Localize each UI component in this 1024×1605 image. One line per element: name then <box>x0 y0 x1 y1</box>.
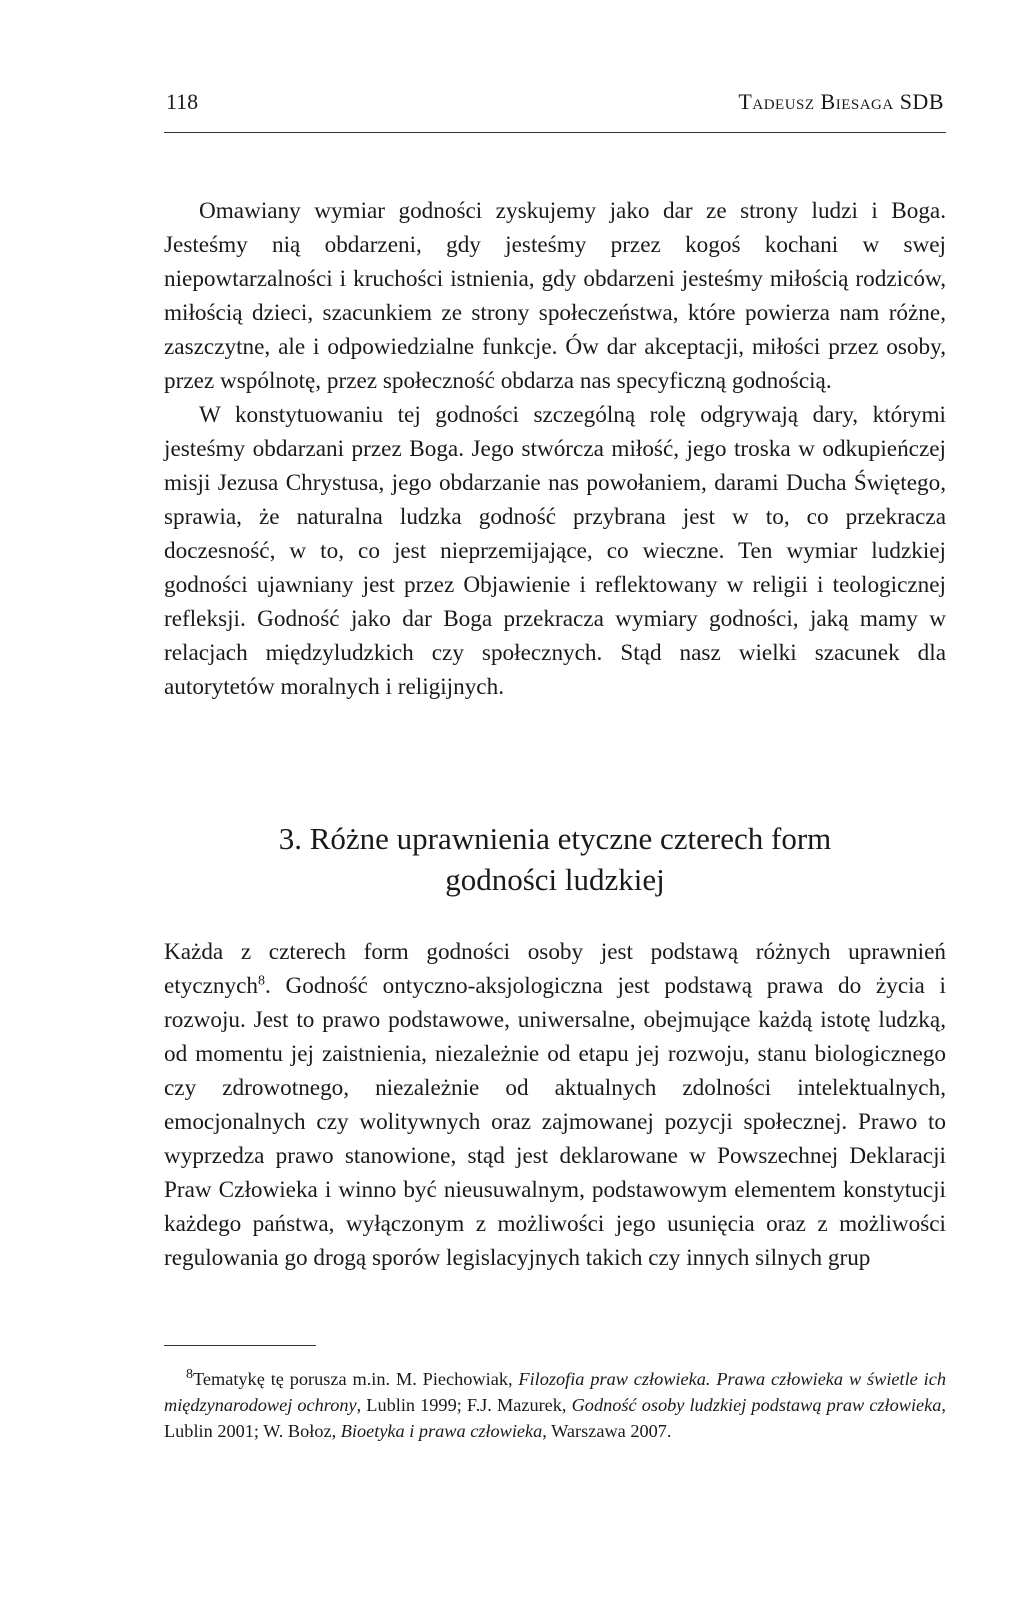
running-head: Tadeusz Biesaga SDB <box>738 89 944 114</box>
paragraph: Omawiany wymiar godności zyskujemy jako dar ze strony ludzi i Boga. Jesteśmy nią obdarzeni, gdy jesteśmy przez kogoś kochani w swej niepowtarzalności i kruchości istnienia, gdy obdarzeni jesteśmy miłością rodziców, miłością dzieci, szacunkiem ze strony społeczeństwa, które powierza nam różne, zaszczytne, ale i odpowiedzialne funkcje. Ów dar akceptacji, miłości przez osoby, przez wspólnotę, przez społeczność obdarza nas specyficzną godnością. <box>164 198 946 394</box>
footnote-title: Godność osoby ludzkiej podstawą praw człowieka <box>571 1395 942 1415</box>
paragraph-text: . Godność ontyczno-aksjologiczna jest podstawą prawa do życia i rozwoju. Jest to prawo podstawowe, uniwersalne, obejmujące każdą istotę ludzką, od momentu jej zaistnienia, niezależnie od etapu jej rozwoju, stanu biologicznego czy zdrowotnego, niezależnie od aktualnych zdolności intelektualnych, emocjonalnych czy wolitywnych oraz zajmowanej pozycji społecznej. Prawo to wyprzedza prawo stanowione, stąd jest deklarowane w Powszechnej Deklaracji Praw Człowieka i winno być nieusuwalnym, podstawowym elementem konstytucji każdego państwa, wyłączonym z możliwości jego usunięcia oraz z możliwości regulowania go drogą sporów legislacyjnych takich czy innych silnych grup <box>164 973 946 1271</box>
section-heading-line: 3. Różne uprawnienia etyczne czterech form <box>278 821 832 856</box>
body-text-bottom <box>164 935 946 1275</box>
section-heading <box>164 818 946 900</box>
body-text-top <box>164 194 946 704</box>
footnote-title: Filozofia praw człowieka. Prawa człowieka w świetle ich międzynarodowej ochrony <box>164 1369 946 1415</box>
footnote-reference: 8 <box>257 973 265 989</box>
footnote-text: , Lublin 1999; F.J. Mazurek, <box>356 1395 572 1415</box>
footnote-marker: 8 <box>186 1366 193 1382</box>
section-heading-line: godności ludzkiej <box>445 862 665 897</box>
footnote-divider <box>164 1345 316 1346</box>
page-number: 118 <box>166 89 199 114</box>
footnote-text: Tematykę tę porusza m.in. M. Piechowiak, <box>193 1369 519 1389</box>
page-header <box>166 88 944 128</box>
footnote-text: , Warszawa 2007. <box>542 1421 672 1441</box>
header-divider <box>164 132 946 133</box>
paragraph <box>164 935 946 1275</box>
footnote-title: Bioetyka i prawa człowieka <box>340 1421 543 1441</box>
footnote-text: , Lublin 2001; W. Bołoz, <box>164 1395 946 1441</box>
footnote <box>164 1366 946 1444</box>
paragraph-text: Każda z czterech form godności osoby jest podstawą różnych uprawnień etycznych <box>164 939 946 999</box>
paragraph: W konstytuowaniu tej godności szczególną rolę odgrywają dary, którymi jesteśmy obdarzani przez Boga. Jego stwórcza miłość, jego troska w odkupieńczej misji Jezusa Chrystusa, jego obdarzanie nas powołaniem, darami Ducha Świętego, sprawia, że naturalna ludzka godność przybrana jest w to, co przekracza doczesność, w to, co jest nieprzemijające, co wieczne. Ten wymiar ludzkiej godności ujawniany jest przez Objawienie i reflektowany w religii i teologicznej refleksji. Godność jako dar Boga przekracza wymiary godności, jaką mamy w relacjach międzyludzkich czy społecznych. Stąd nasz wielki szacunek dla autorytetów moralnych i religijnych. <box>164 402 946 700</box>
